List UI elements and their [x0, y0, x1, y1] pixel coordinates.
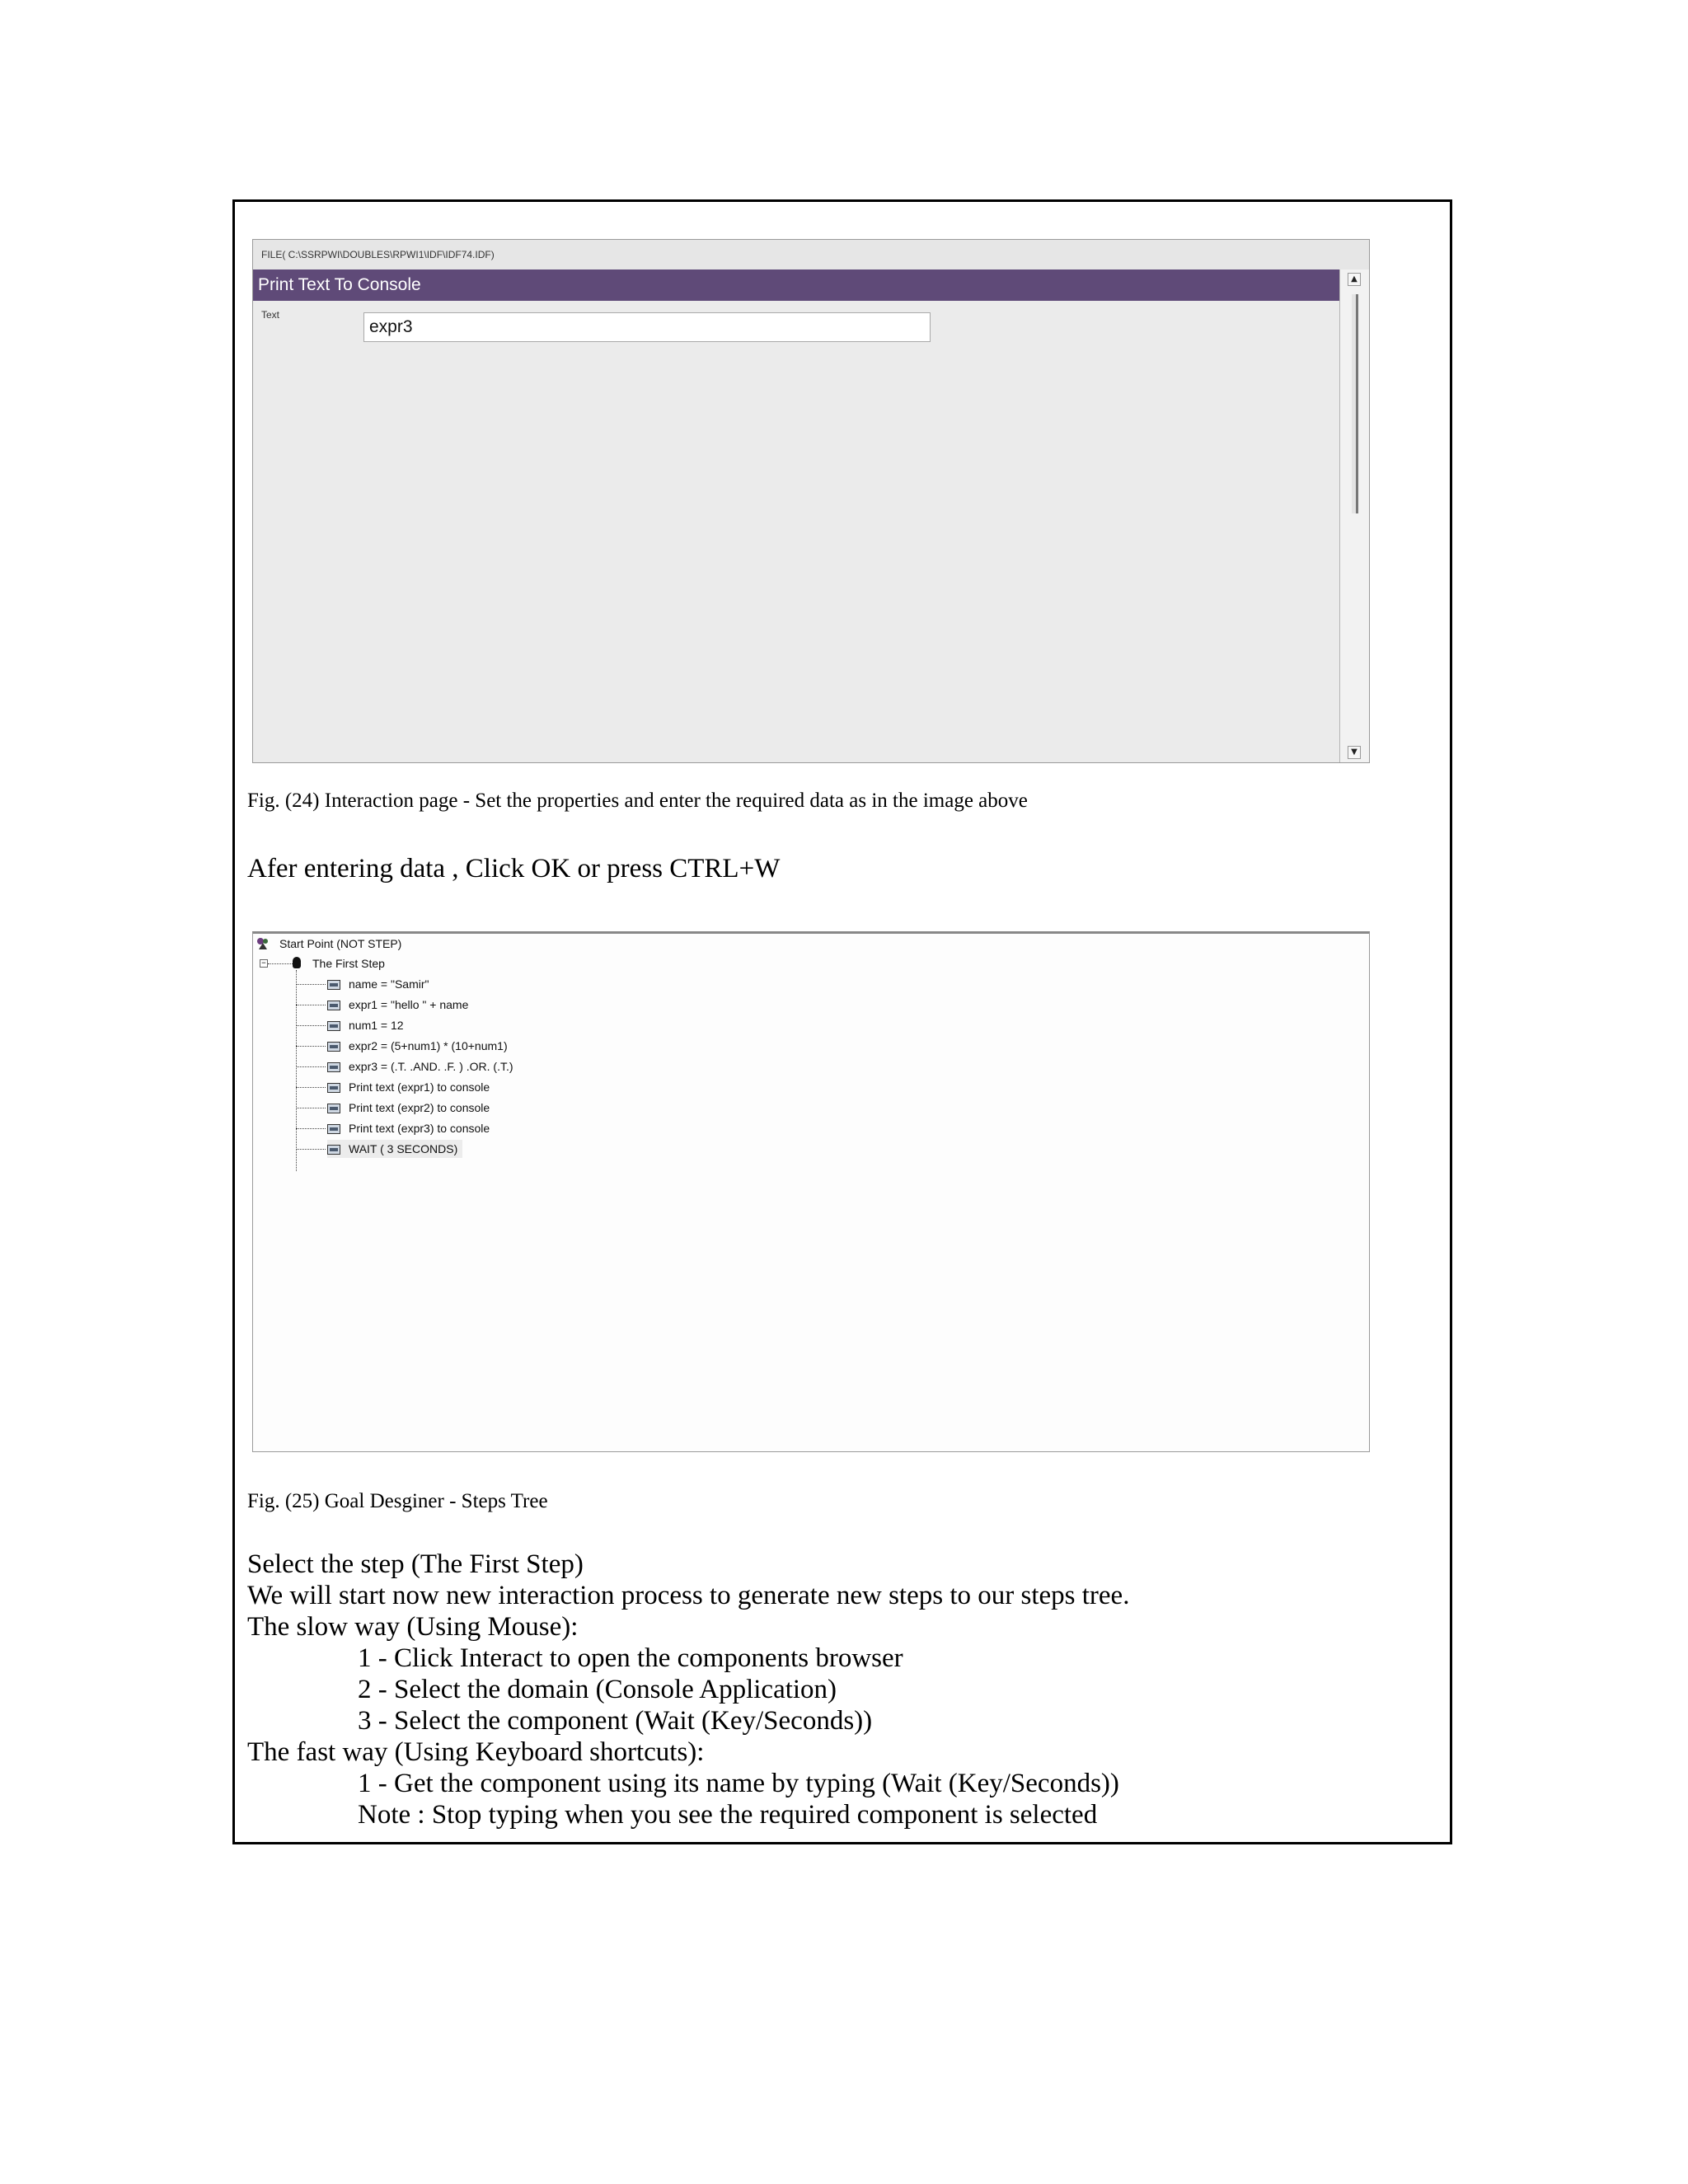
tree-connector: [296, 1025, 326, 1026]
scrollbar-thumb[interactable]: [1352, 294, 1358, 513]
instruction-line: We will start now new interaction process to generate new steps to our steps tree.: [247, 1581, 1130, 1610]
tree-connector: [296, 1066, 326, 1067]
tree-root-start-point[interactable]: Start Point (NOT STEP): [279, 937, 402, 950]
fast-way-step: 1 - Get the component using its name by typing (Wait (Key/Seconds)): [358, 1769, 1119, 1798]
steps-tree: [253, 934, 1369, 1451]
slow-way-heading: The slow way (Using Mouse):: [247, 1612, 579, 1642]
tree-item[interactable]: name = "Samir": [327, 975, 429, 993]
component-icon: [327, 1145, 340, 1155]
instruction-line: Select the step (The First Step): [247, 1549, 584, 1579]
tree-node-first-step[interactable]: The First Step: [312, 957, 385, 970]
fast-way-heading: The fast way (Using Keyboard shortcuts):: [247, 1737, 705, 1767]
tree-item[interactable]: expr1 = "hello " + name: [327, 996, 468, 1014]
tree-item[interactable]: Print text (expr1) to console: [327, 1078, 490, 1096]
note-text: Note : Stop typing when you see the required component is selected: [358, 1800, 1098, 1830]
steps-tree-panel: [252, 931, 1370, 1452]
tree-connector: [296, 1149, 326, 1150]
tree-connector: [296, 1128, 326, 1129]
figure-25-caption: Fig. (25) Goal Desginer - Steps Tree: [247, 1490, 548, 1512]
slow-way-step: 3 - Select the component (Wait (Key/Seconds)): [358, 1706, 873, 1736]
instruction-text: Afer entering data , Click OK or press CTRL+W: [247, 854, 781, 883]
step-person-icon: [293, 957, 301, 968]
text-field-input[interactable]: expr3: [363, 312, 931, 342]
scroll-up-arrow-icon[interactable]: ▲: [1348, 273, 1361, 286]
component-title: Print Text To Console: [253, 269, 1339, 301]
component-icon: [327, 1124, 340, 1134]
slow-way-step: 2 - Select the domain (Console Application): [358, 1675, 837, 1704]
component-icon: [327, 1021, 340, 1031]
component-icon: [327, 1104, 340, 1113]
tree-item[interactable]: Print text (expr3) to console: [327, 1119, 490, 1137]
tree-connector: [268, 963, 293, 964]
tree-item[interactable]: num1 = 12: [327, 1016, 404, 1034]
figure-24-caption: Fig. (24) Interaction page - Set the properties and enter the required data as in the image above: [247, 790, 1028, 812]
collapse-toggle-icon[interactable]: −: [260, 959, 268, 968]
text-field-label: Text: [261, 309, 280, 321]
component-icon: [327, 1062, 340, 1072]
component-icon: [327, 1083, 340, 1093]
component-icon: [327, 980, 340, 990]
tree-item[interactable]: expr3 = (.T. .AND. .F. ) .OR. (.T.): [327, 1057, 513, 1076]
tree-item[interactable]: Print text (expr2) to console: [327, 1099, 490, 1117]
scroll-down-arrow-icon[interactable]: ▼: [1348, 746, 1361, 759]
vertical-scrollbar[interactable]: [1339, 269, 1369, 762]
component-icon: [327, 1001, 340, 1010]
tree-connector: [296, 1087, 326, 1088]
tree-connector: [296, 970, 297, 1171]
slow-way-step: 1 - Click Interact to open the components browser: [358, 1643, 903, 1673]
start-point-icon: [256, 937, 270, 950]
component-icon: [327, 1042, 340, 1052]
tree-connector: [296, 984, 326, 985]
interaction-page-panel: [252, 239, 1370, 763]
tree-item[interactable]: expr2 = (5+num1) * (10+num1): [327, 1037, 508, 1055]
tree-connector: [296, 1046, 326, 1047]
tree-item-selected[interactable]: WAIT ( 3 SECONDS): [327, 1140, 462, 1158]
file-path-bar: FILE( C:\SSRPWI\DOUBLES\RPWI1\IDF\IDF74.IDF): [253, 240, 1369, 270]
